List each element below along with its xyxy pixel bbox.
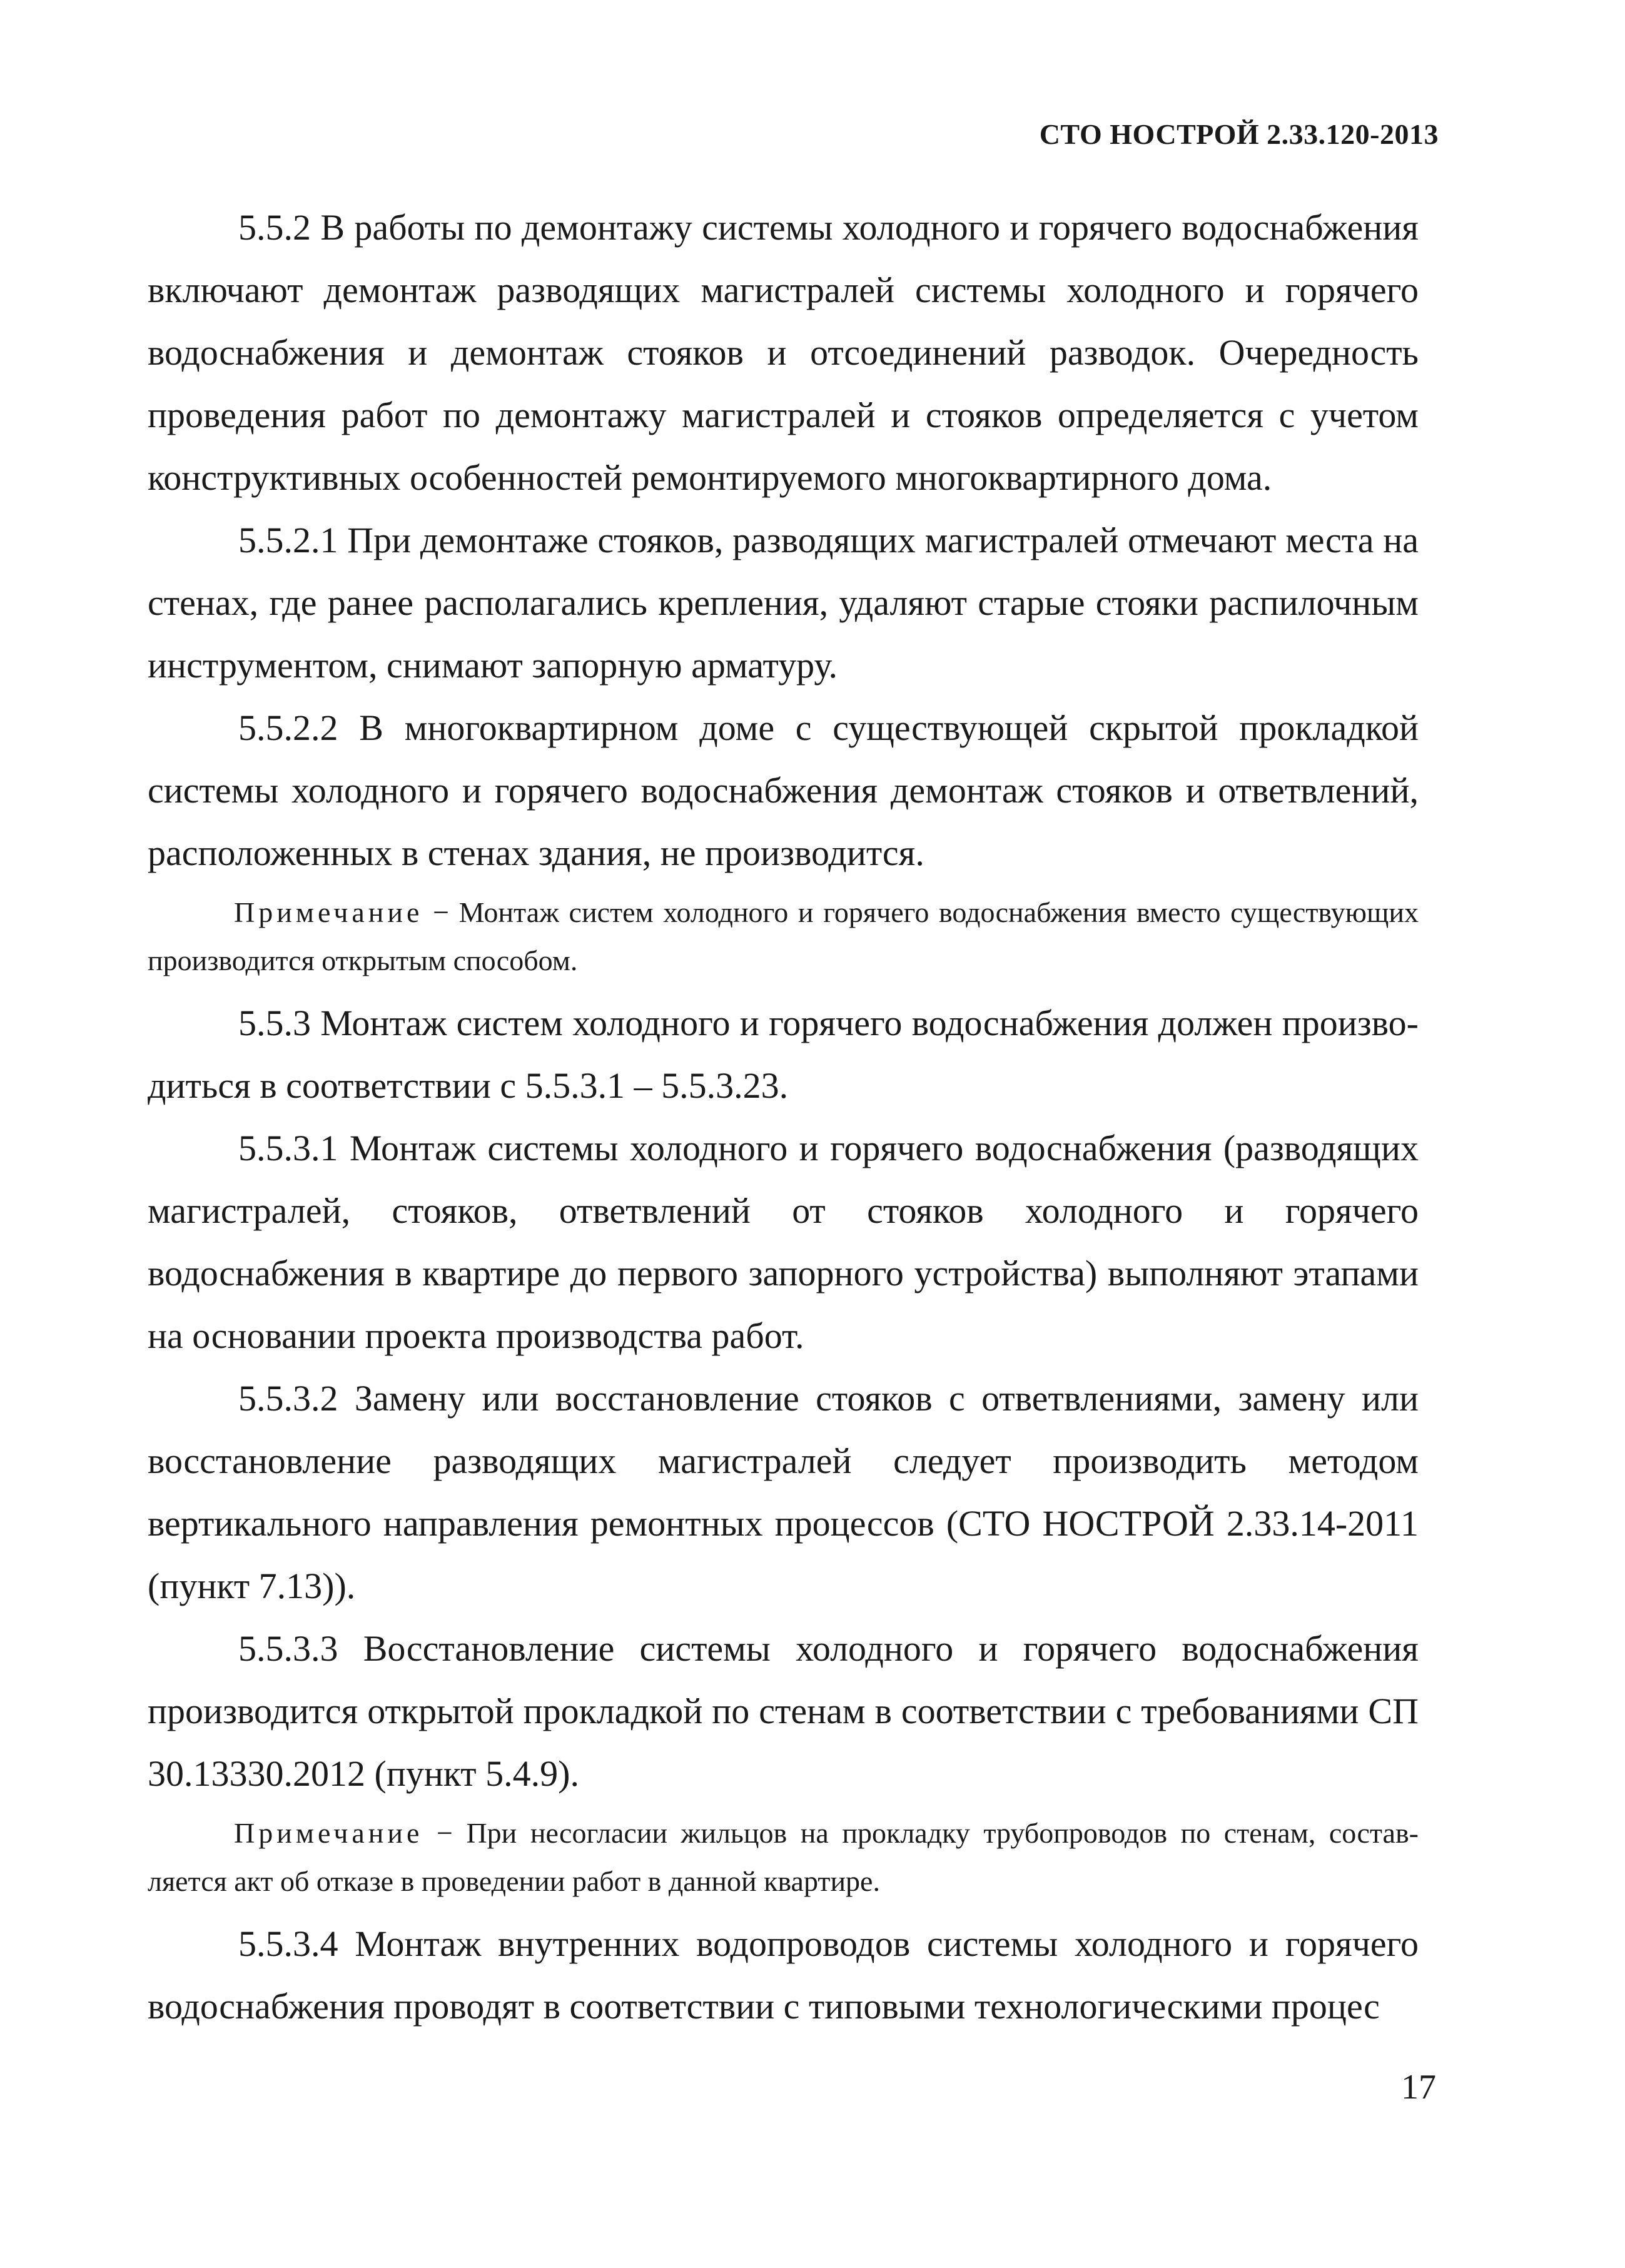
paragraph-5-5-3-2: 5.5.3.2 Замену или восстановление стояков с ответвлениями, замену или восстановление разводящих магистралей следует производить методом вертикального направления ремонтных процессов (СТО НОСТРОЙ 2.33.14-2011 (пункт 7.13)). <box>148 1378 1419 1606</box>
paragraph-5-5-2-2: 5.5.2.2 В многоквартирном доме с существующей скрытой прокладкой системы холодного и горячего водоснабжения демонтаж стояков и ответвлений, расположенных в стенах здания, не производится. <box>148 707 1419 873</box>
paragraph-5-5-3-3: 5.5.3.3 Восстановление системы холодного и горячего водоснабжения производится открытой прокладкой по стенам в соответствии с требованиями СП 30.13330.2012 (пункт 5.4.9). <box>148 1628 1419 1794</box>
document-body <box>148 196 1419 2038</box>
page-number: 17 <box>1401 2068 1436 2107</box>
document-header-code: СТО НОСТРОЙ 2.33.120-2013 <box>1039 118 1439 150</box>
paragraph-5-5-3-1: 5.5.3.1 Монтаж системы холодного и горячего водоснабжения (разводящих магистралей, стояков, ответвлений от стояков холодного и горячего водоснабжения в квартире до первого запорного устройства) выполняют этапами на основании проекта производства работ. <box>148 1128 1419 1356</box>
note-2 <box>148 1809 1419 1905</box>
note-text: − При несогласии жильцов на прокладку трубопроводов по стенам, составляется акт об отказе в проведении работ в данной квартире. <box>148 1817 1419 1897</box>
note-label: Примечание <box>234 896 423 928</box>
note-1 <box>148 888 1419 985</box>
paragraph-5-5-2-1: 5.5.2.1 При демонтаже стояков, разводящих магистралей отмечают места на стенах, где ранее располагались крепления, удаляют старые стояки распилочным инструментом, снимают запорную арматуру. <box>148 520 1419 686</box>
note-text: − Монтаж систем холодного и горячего водоснабжения вместо существующих производится открытым способом. <box>148 896 1419 976</box>
paragraph-5-5-3: 5.5.3 Монтаж систем холодного и горячего водоснабжения должен производиться в соответствии с 5.5.3.1 – 5.5.3.23. <box>148 1003 1419 1106</box>
paragraph-5-5-2: 5.5.2 В работы по демонтажу системы холодного и горячего водоснабжения включают демонтаж разводящих магистралей системы холодного и горячего водоснабжения и демонтаж стояков и отсоединений разводок. Очередность проведения работ по демонтажу магистралей и стояков определяется с учетом конструктивных особенностей ремонтируемого многоквартирного дома. <box>148 207 1419 498</box>
paragraph-5-5-3-4: 5.5.3.4 Монтаж внутренних водопроводов системы холодного и горячего водоснабжения проводят в соответствии с типовыми технологическими процес <box>148 1923 1419 2027</box>
note-label: Примечание <box>234 1817 423 1849</box>
